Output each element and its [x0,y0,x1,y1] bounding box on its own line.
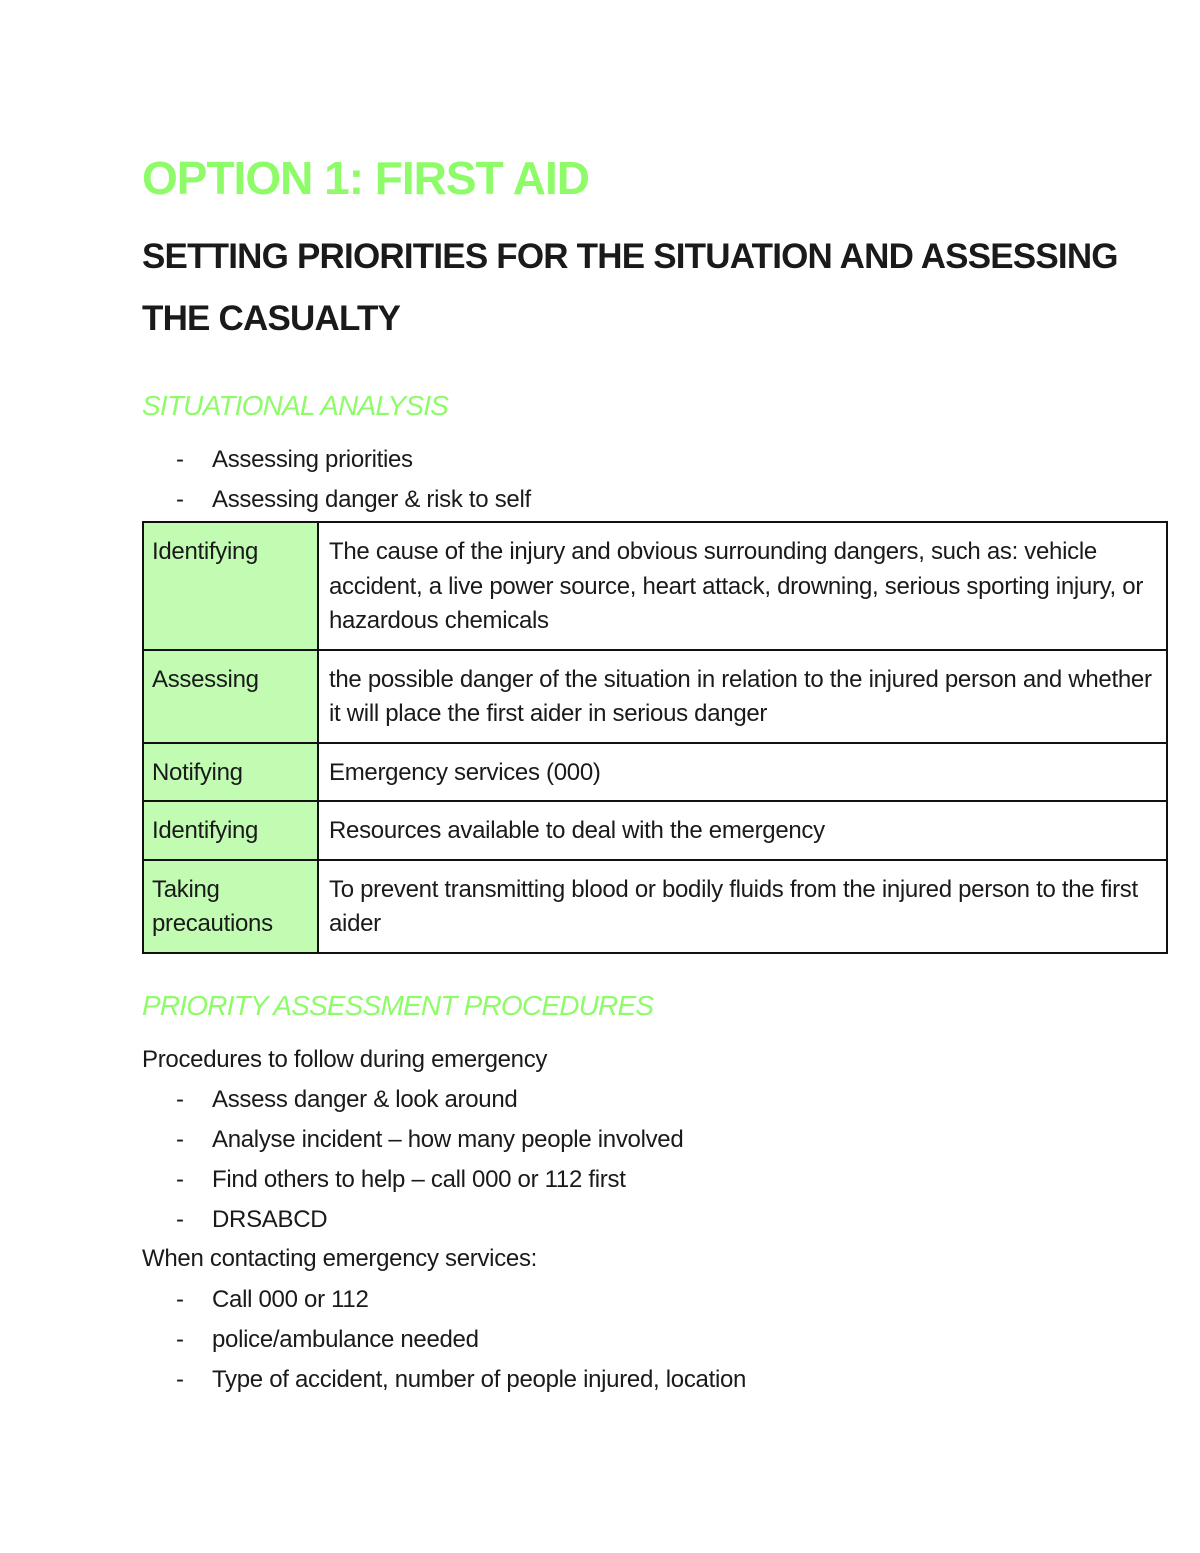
table-row [143,650,1167,743]
list-item-text: Type of accident, number of people injured, location [212,1366,747,1393]
list-item [142,1200,683,1240]
table-description-cell: the possible danger of the situation in relation to the injured person and whether it will place the first aider in serious danger [318,650,1167,743]
table-description-cell: To prevent transmitting blood or bodily fluids from the injured person to the first aider [318,860,1167,953]
bullet-dash: - [176,446,184,473]
list-item-text: Assessing priorities [212,446,413,473]
list-item-text: Analyse incident – how many people involved [212,1126,684,1153]
list-item-text: Call 000 or 112 [212,1286,369,1313]
list-item-text: Find others to help – call 000 or 112 first [212,1166,626,1193]
situational-analysis-heading: SITUATIONAL ANALYSIS [142,390,449,421]
procedures-intro: Procedures to follow during emergency [142,1046,548,1073]
list-item [142,1120,683,1160]
table-row [143,860,1167,953]
bullet-dash: - [176,1286,184,1313]
list-item [142,1280,746,1320]
list-item [142,440,531,480]
contact-intro: When contacting emergency services: [142,1245,538,1272]
list-item [142,1080,683,1120]
bullet-dash: - [176,1086,184,1113]
list-item [142,480,531,520]
table-description-cell: Resources available to deal with the emergency [318,801,1167,860]
bullet-dash: - [176,486,184,513]
table-description-cell: The cause of the injury and obvious surrounding dangers, such as: vehicle accident, a live power source, heart attack, drowning, serious sporting injury, or hazardous chemicals [318,522,1167,650]
table-description-cell: Emergency services (000) [318,743,1167,802]
bullet-dash: - [176,1326,184,1353]
procedures-list [142,1080,683,1240]
situational-analysis-list [142,440,531,520]
list-item [142,1360,746,1400]
bullet-dash: - [176,1206,184,1233]
table-term-cell: Identifying [143,522,318,650]
bullet-dash: - [176,1166,184,1193]
table-term-cell: Assessing [143,650,318,743]
list-item-text: Assess danger & look around [212,1086,518,1113]
page-title: OPTION 1: FIRST AID [142,152,589,204]
list-item-text: Assessing danger & risk to self [212,486,531,513]
contact-list [142,1280,746,1400]
bullet-dash: - [176,1366,184,1393]
table-row [143,743,1167,802]
table-row [143,801,1167,860]
table-term-cell: Taking precautions [143,860,318,953]
priority-assessment-heading: PRIORITY ASSESSMENT PROCEDURES [142,990,654,1021]
table-term-cell: Identifying [143,801,318,860]
bullet-dash: - [176,1126,184,1153]
priorities-table [142,521,1168,954]
list-item-text: police/ambulance needed [212,1326,479,1353]
list-item-text: DRSABCD [212,1206,328,1233]
page-subtitle: SETTING PRIORITIES FOR THE SITUATION AND ASSESSING THE CASUALTY [142,237,1118,338]
table-term-cell: Notifying [143,743,318,802]
table-row [143,522,1167,650]
list-item [142,1320,746,1360]
list-item [142,1160,683,1200]
